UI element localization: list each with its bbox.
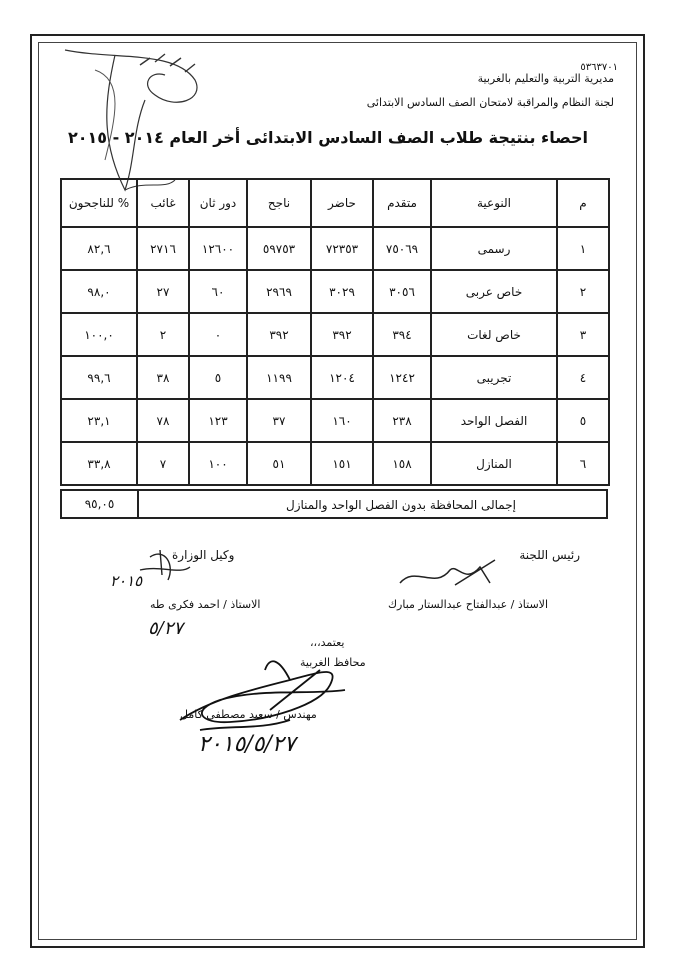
deputy-title: وكيل الوزارة	[172, 548, 235, 562]
committee-head-title: رئيس اللجنة	[519, 548, 580, 562]
table-cell: ٩٩,٦	[61, 356, 137, 399]
corner-ornament	[55, 40, 205, 200]
governor-date-handwritten: ٢٠١٥/٥/٢٧	[198, 732, 296, 757]
table-cell: ٦٠	[189, 270, 247, 313]
table-row	[61, 313, 609, 356]
table-cell: ٧٥٠٦٩	[373, 227, 431, 270]
table-cell: ٧٨	[137, 399, 189, 442]
table-cell: ١٢٦٠٠	[189, 227, 247, 270]
table-cell: ٢	[557, 270, 609, 313]
table-cell: ١٢٤٢	[373, 356, 431, 399]
table-cell: ٣	[557, 313, 609, 356]
column-header: النوعية	[431, 179, 557, 227]
table-cell: ٣٠٢٩	[311, 270, 373, 313]
total-value: ٩٥,٠٥	[62, 491, 139, 517]
governor-title: محافظ الغربية	[300, 656, 366, 669]
table-cell: ٥٩٧٥٣	[247, 227, 311, 270]
total-label: إجمالى المحافظة بدون الفصل الواحد والمنازل	[286, 498, 516, 512]
page-title: احصاء بنتيجة طلاب الصف السادس الابتدائى أخر العام ٢٠١٤ - ٢٠١٥	[67, 128, 588, 147]
table-cell: ٨٢,٦	[61, 227, 137, 270]
table-cell: ١٥١	[311, 442, 373, 485]
table-cell: ٥	[189, 356, 247, 399]
deputy-year-handwritten: ٢٠١٥	[110, 572, 143, 590]
table-cell: الفصل الواحد	[431, 399, 557, 442]
table-cell: ١	[557, 227, 609, 270]
table-row	[61, 356, 609, 399]
table-cell: ١١٩٩	[247, 356, 311, 399]
table-cell: ٥	[557, 399, 609, 442]
table-cell: ٢٩٦٩	[247, 270, 311, 313]
table-cell: ٧٢٣٥٣	[311, 227, 373, 270]
table-cell: ١٠٠,٠	[61, 313, 137, 356]
deputy-date-handwritten: ٥/٢٧	[148, 618, 184, 639]
table-cell: ٥١	[247, 442, 311, 485]
table-cell: ١٠٠	[189, 442, 247, 485]
table-row	[61, 227, 609, 270]
committee-head-signature	[395, 555, 505, 595]
table-row	[61, 442, 609, 485]
table-cell: رسمى	[431, 227, 557, 270]
table-cell: ٣٩٢	[247, 313, 311, 356]
table-cell: ٢٣,١	[61, 399, 137, 442]
committee-head-name: الاستاذ / عبدالفتاح عبدالستار مبارك	[387, 598, 548, 611]
table-cell: ٣٩٢	[311, 313, 373, 356]
column-header: غائب	[137, 179, 189, 227]
table-cell: خاص عربى	[431, 270, 557, 313]
table-cell: ١٥٨	[373, 442, 431, 485]
table-cell: ٣٨	[137, 356, 189, 399]
column-header: م	[557, 179, 609, 227]
reference-number: ٥٣٦٣٧٠١	[580, 62, 618, 73]
committee-line: لجنة النظام والمراقبة لامتحان الصف السادس الابتدائى	[366, 96, 614, 109]
table-cell: ٠	[189, 313, 247, 356]
table-cell: ٣٧	[247, 399, 311, 442]
table-cell: ٩٨,٠	[61, 270, 137, 313]
approval-line: يعتمد،،،	[310, 636, 345, 649]
table-cell: خاص لغات	[431, 313, 557, 356]
table-header-row	[61, 179, 609, 227]
table-row	[61, 399, 609, 442]
column-header: حاضر	[311, 179, 373, 227]
table-cell: ٦	[557, 442, 609, 485]
table-cell: ٤	[557, 356, 609, 399]
governor-signature	[170, 650, 370, 740]
table-cell: ١٢٠٤	[311, 356, 373, 399]
table-cell: تجريبى	[431, 356, 557, 399]
governor-name: مهندس / سعيد مصطفى كامل	[180, 708, 317, 721]
table-cell: المنازل	[431, 442, 557, 485]
column-header: ناجح	[247, 179, 311, 227]
table-cell: ٢٧	[137, 270, 189, 313]
table-cell: ٢٣٨	[373, 399, 431, 442]
deputy-name: الاستاذ / احمد فكرى طه	[150, 598, 261, 611]
table-cell: ١٦٠	[311, 399, 373, 442]
table-cell: ٧	[137, 442, 189, 485]
table-row	[61, 270, 609, 313]
table-cell: ٢	[137, 313, 189, 356]
column-header: % للناجحون	[61, 179, 137, 227]
column-header: متقدم	[373, 179, 431, 227]
directorate-line: مديرية التربية والتعليم بالغربية	[477, 72, 614, 85]
table-cell: ٣٩٤	[373, 313, 431, 356]
column-header: دور ثان	[189, 179, 247, 227]
results-table	[60, 178, 610, 486]
table-cell: ٣٠٥٦	[373, 270, 431, 313]
table-cell: ٣٣,٨	[61, 442, 137, 485]
table-cell: ١٢٣	[189, 399, 247, 442]
total-row	[60, 489, 608, 519]
table-cell: ٢٧١٦	[137, 227, 189, 270]
